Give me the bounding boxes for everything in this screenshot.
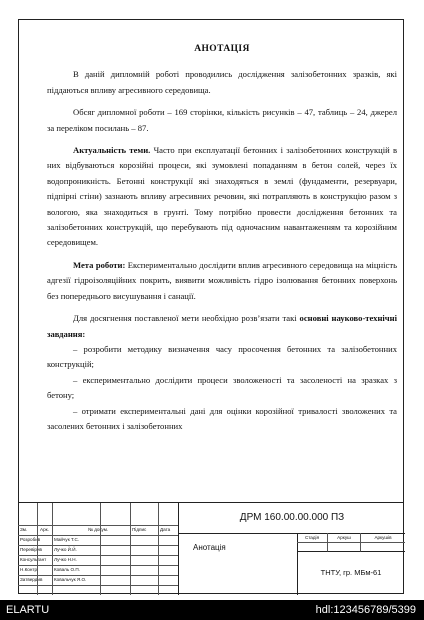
relevance-label: Актуальність теми.	[73, 145, 151, 156]
tasks-label: основні науково-технічні завдання:	[47, 313, 397, 339]
paragraph-tasks-intro	[47, 311, 397, 342]
stamp-role: Розробив	[20, 537, 41, 542]
organization: ТНТУ, гр. МБм-61	[320, 568, 382, 577]
document-title: АНОТАЦІЯ	[194, 44, 250, 54]
goal-text: Експериментально дослідити вплив агресивного середовища на міцність адгезії гідроізоляційних покрить, виявити можливість гідро ізолювання бетонних поверхонь без попереднього висушування і санації.	[47, 259, 397, 301]
stamp-person: Майчук Т.С.	[54, 537, 80, 542]
task-item-2: – експериментально дослідити процеси зволоженості та засоленості на зразках з бетону;	[47, 374, 397, 401]
stamp-role: Консультант	[20, 557, 47, 562]
section-name: Анотація	[193, 543, 226, 552]
stamp-role: Затвердив	[20, 577, 43, 582]
repository-name: ELARTU	[6, 604, 50, 616]
stamp-header-ark: Арк.	[40, 527, 49, 532]
paragraph-relevance	[47, 143, 397, 251]
stamp-header-doc: № докум.	[88, 527, 109, 532]
document-body	[47, 42, 397, 434]
section-name-cell	[179, 533, 298, 595]
meta-header-sheets: Аркушів	[361, 533, 405, 543]
stamp-header-date: Дата	[160, 527, 171, 532]
paragraph-volume: Обсяг дипломної роботи – 169 сторінки, кількість рисунків – 47, таблиць – 24, джерел за переліком посилань – 87.	[47, 107, 397, 133]
stamp-row	[18, 575, 178, 586]
meta-header-sheet: Аркуш	[328, 533, 361, 543]
goal-label: Мета роботи:	[73, 259, 126, 270]
title-block-stamp	[18, 502, 404, 594]
stamp-person: Коваль О.П.	[54, 567, 80, 572]
stamp-role: Перевірив	[20, 547, 42, 552]
tasks-intro: Для досягнення поставленої мети необхідно розв’язати такі	[73, 313, 300, 324]
stamp-header-zm: Зм.	[20, 527, 28, 532]
stamp-signature-grid	[18, 503, 178, 595]
stamp-header-sign: Підпис	[132, 527, 147, 532]
stamp-divider	[100, 503, 101, 595]
stamp-meta	[297, 533, 405, 595]
document-code: ДРМ 160.00.00.000 ПЗ	[179, 503, 405, 534]
stamp-divider	[158, 503, 159, 595]
stamp-divider	[130, 503, 131, 595]
stamp-divider	[37, 503, 38, 595]
meta-header-stage: Стадія	[297, 533, 328, 543]
stamp-person: Ковальчук Я.О.	[54, 577, 87, 582]
handle-identifier[interactable]: hdl:123456789/5399	[315, 604, 416, 616]
paragraph-goal	[47, 258, 397, 304]
stamp-divider	[52, 503, 53, 595]
repository-footer-bar	[0, 600, 424, 620]
stamp-main-block	[178, 503, 405, 595]
stamp-role: Н.Контр	[20, 567, 38, 572]
stamp-person: Лучко Й.Й.	[54, 547, 77, 552]
task-item-3: – отримати експериментальні дані для оцінки корозійної тривалості зволожених та засолених бетонних і залізобетонних	[47, 405, 397, 431]
stamp-person: Лучко Н.Н.	[54, 557, 77, 562]
task-item-1: – розробити методику визначення часу просочення бетонних та залізобетонних конструкцій;	[47, 343, 397, 370]
paragraph-intro: В даній дипломній роботі проводились дослідження залізобетонних зразків, які піддаються впливу агресивного середовища.	[47, 69, 397, 95]
relevance-text: Часто при експлуатації бетонних і залізобетонних конструкцій в них відбуваються корозійні процеси, які зумовлені попаданням в бетон солей, через їх водопроникність. Бетонні конструкції які знаходяться в землі (фундаменти, резервуари, підпірні стіни) зазнають впливу агресивних речовин, які потрапляють в конструкцію разом з вологою, яка знаходиться в грунті. Тому потрібно провести дослідження бетонних та залізобетонних конструкцій, що перебувають під одночасним навантаженням та корозійним середовищем.	[47, 145, 397, 248]
